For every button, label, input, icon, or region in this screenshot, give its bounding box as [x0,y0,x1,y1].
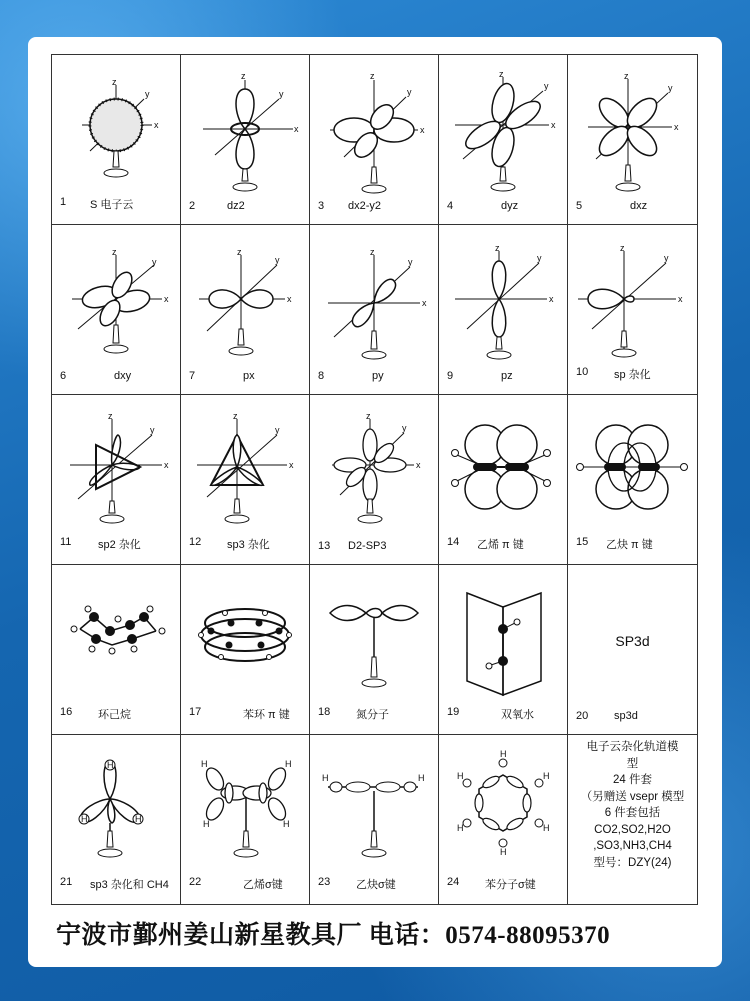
product-info [568,739,697,871]
cell-label: sp3 杂化 [227,539,270,551]
svg-text:x: x [422,298,427,308]
svg-text:y: y [402,423,407,433]
cell-label: 乙炔σ键 [356,879,396,891]
svg-text:x: x [294,124,299,134]
svg-text:x: x [289,460,294,470]
svg-text:z: z [241,71,246,81]
cell-number: 4 [447,200,454,212]
model-cell-22 [181,735,310,905]
sp3d-title: SP3d [615,633,650,649]
model-cell-18 [310,565,439,735]
cell-label: sp2 杂化 [98,539,141,551]
svg-text:H: H [322,773,329,783]
cell-label: 乙炔 π 键 [606,539,653,551]
svg-text:z: z [620,243,625,253]
model-cell-14 [439,395,568,565]
cell-number: 7 [189,370,196,382]
svg-text:z: z [233,411,238,421]
cell-number: 13 [318,540,331,552]
cell-number: 3 [318,200,325,212]
svg-text:x: x [164,294,169,304]
cell-number: 12 [189,536,202,548]
model-cell-3 [310,55,439,225]
model-cell-8 [310,225,439,395]
svg-text:z: z [495,243,500,253]
svg-text:H: H [457,771,464,781]
cell-number: 9 [447,370,454,382]
cell-number: 16 [60,706,73,718]
model-grid [51,54,698,905]
info-line: 电子云杂化轨道模 [586,741,679,753]
svg-text:x: x [416,460,421,470]
svg-text:x: x [678,294,683,304]
svg-text:z: z [112,247,117,257]
svg-text:y: y [407,87,412,97]
cell-label: D2-SP3 [348,540,387,552]
svg-text:H: H [81,814,88,824]
cell-number: 15 [576,536,589,548]
cell-number: 17 [189,706,202,718]
cell-label: px [243,370,255,382]
svg-text:H: H [543,771,550,781]
cell-label: 氮分子 [356,709,389,721]
info-line: 型 [626,757,639,770]
svg-text:H: H [135,814,142,824]
cell-label: 双氧水 [501,709,534,721]
svg-text:H: H [201,759,208,769]
model-cell-11 [52,395,181,565]
cell-number: 14 [447,536,460,548]
company-contact-footer: 宁波市鄞州姜山新星教具厂 电话：0574-88095370 [56,922,611,949]
svg-text:y: y [668,83,673,93]
svg-text:z: z [370,247,375,257]
svg-text:x: x [287,294,292,304]
cell-label: 苯分子σ键 [485,879,536,891]
info-line: ,SO3,NH3,CH4 [593,840,672,852]
model-cell-13 [310,395,439,565]
cell-label: sp3 杂化和 CH4 [90,879,169,891]
svg-text:z: z [237,247,242,257]
svg-text:H: H [500,847,507,857]
model-cell-6 [52,225,181,395]
svg-text:x: x [420,125,425,135]
svg-text:H: H [285,759,292,769]
model-cell-17 [181,565,310,735]
svg-text:z: z [108,411,113,421]
model-cell-24 [439,735,568,905]
model-cell-16 [52,565,181,735]
model-cell-4 [439,55,568,225]
model-cell-5 [568,55,698,225]
cell-label: dxy [114,370,132,382]
svg-text:x: x [549,294,554,304]
cell-number: 20 [576,710,589,722]
cell-label: 乙烯σ键 [243,879,283,891]
model-cell-23 [310,735,439,905]
svg-text:y: y [537,253,542,263]
svg-text:H: H [107,760,114,770]
model-cell-20 [568,565,698,735]
model-cell-2 [181,55,310,225]
cell-label: 乙烯 π 键 [477,539,524,551]
info-line: 6 件套包括 [604,807,661,819]
cell-number: 18 [318,706,331,718]
svg-text:H: H [543,823,550,833]
svg-text:z: z [366,411,371,421]
cell-number: 19 [447,706,460,718]
svg-text:x: x [674,122,679,132]
svg-text:y: y [150,425,155,435]
product-info-cell [568,735,698,905]
cell-number: 24 [447,876,460,888]
svg-text:y: y [408,257,413,267]
svg-text:y: y [279,89,284,99]
svg-text:H: H [283,819,290,829]
cell-number: 2 [189,200,196,212]
svg-text:z: z [370,71,375,81]
cell-label: 苯环 π 键 [243,709,290,721]
svg-text:x: x [551,120,556,130]
model-cell-21 [52,735,181,905]
model-cell-1 [52,55,181,225]
model-cell-7 [181,225,310,395]
svg-text:z: z [624,71,629,81]
cell-label: py [372,370,384,382]
cell-label: dyz [501,200,519,212]
cell-label: dx2-y2 [348,200,382,212]
cell-label: 环己烷 [98,709,131,721]
svg-text:z: z [112,77,117,87]
svg-text:H: H [203,819,210,829]
cell-number: 22 [189,876,202,888]
cell-number: 11 [60,536,72,548]
svg-text:H: H [457,823,464,833]
svg-text:x: x [164,460,169,470]
model-cell-19 [439,565,568,735]
cell-label: sp 杂化 [614,369,651,381]
model-cell-15 [568,395,698,565]
cell-number: 10 [576,366,589,378]
svg-text:z: z [499,69,504,79]
svg-text:y: y [275,425,280,435]
cell-number: 1 [60,196,67,208]
info-line: （另赠送 vsepr 模型 [580,790,685,803]
cell-number: 8 [318,370,325,382]
cell-label: S 电子云 [90,199,134,211]
svg-text:y: y [275,255,280,265]
info-line: 型号：DZY(24) [593,856,672,869]
cell-number: 5 [576,200,583,212]
cell-label: pz [501,370,513,382]
svg-text:y: y [152,257,157,267]
svg-text:y: y [544,81,549,91]
svg-text:y: y [145,89,150,99]
product-card [28,37,722,967]
svg-text:H: H [500,749,507,759]
svg-text:y: y [664,253,669,263]
model-cell-9 [439,225,568,395]
cell-label: sp3d [614,710,638,722]
cell-label: dxz [630,200,648,212]
info-line: 24 件套 [613,774,652,786]
model-cell-10 [568,225,698,395]
svg-text:x: x [154,120,159,130]
cell-number: 6 [60,370,67,382]
info-line: CO2,SO2,H2O [594,823,671,836]
svg-text:H: H [418,773,425,783]
cell-number: 21 [60,876,73,888]
model-cell-12 [181,395,310,565]
cell-label: dz2 [227,200,245,212]
cell-number: 23 [318,876,331,888]
